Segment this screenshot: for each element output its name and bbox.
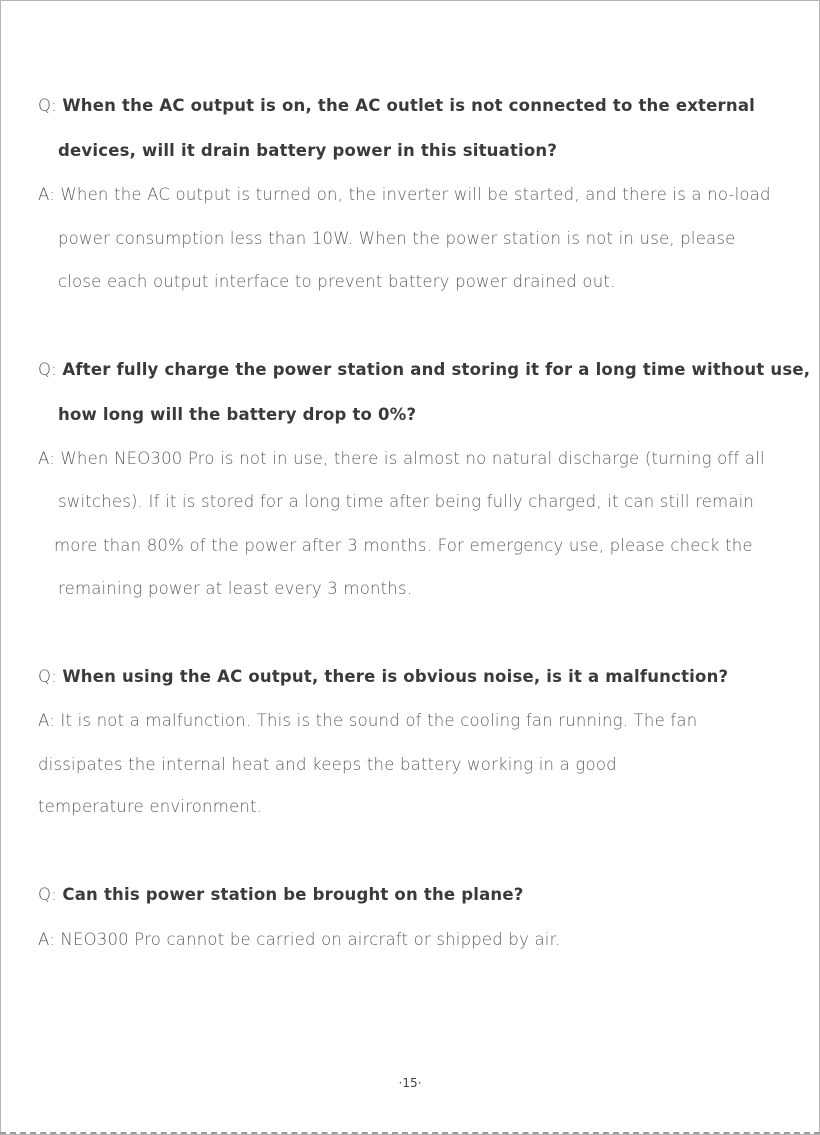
- faq-1-answer-line-3: close each output interface to prevent battery power drained out.: [58, 272, 616, 291]
- faq-2-answer-line-1: A: When NEO300 Pro is not in use, there is almost no natural discharge (turning off all: [38, 449, 765, 468]
- faq-2-answer-line-4: remaining power at least every 3 months.: [58, 579, 413, 598]
- faq-2-question-line-1: Q: After fully charge the power station and storing it for a long time without use,: [38, 360, 811, 379]
- faq-3-question-line-1: Q: When using the AC output, there is obvious noise, is it a malfunction?: [38, 667, 729, 686]
- faq-3-answer-line-2: dissipates the internal heat and keeps the battery working in a good: [38, 755, 617, 774]
- page-number: ·15·: [398, 1076, 422, 1090]
- faq-1-question-line-1: Q: When the AC output is on, the AC outlet is not connected to the external: [38, 96, 756, 115]
- faq-2-answer-line-2: switches). If it is stored for a long time after being fully charged, it can still remain: [58, 492, 755, 511]
- faq-3-answer-line-3: temperature environment.: [38, 797, 263, 816]
- faq-2-question-line-2: how long will the battery drop to 0%?: [58, 405, 417, 424]
- faq-2-answer-line-3: more than 80% of the power after 3 months. For emergency use, please check the: [54, 536, 753, 555]
- faq-1-answer-line-2: power consumption less than 10W. When the power station is not in use, please: [58, 229, 736, 248]
- faq-1-answer-line-1: A: When the AC output is turned on, the inverter will be started, and there is a no-load: [38, 185, 771, 204]
- faq-4-question-line-1: Q: Can this power station be brought on the plane?: [38, 885, 524, 904]
- faq-3-answer-line-1: A: It is not a malfunction. This is the sound of the cooling fan running. The fan: [38, 711, 698, 730]
- faq-1-question-line-2: devices, will it drain battery power in this situation?: [58, 141, 558, 160]
- faq-4-answer-line-1: A: NEO300 Pro cannot be carried on aircraft or shipped by air.: [38, 930, 561, 949]
- page-bottom-dashed-rule: [0, 1132, 820, 1134]
